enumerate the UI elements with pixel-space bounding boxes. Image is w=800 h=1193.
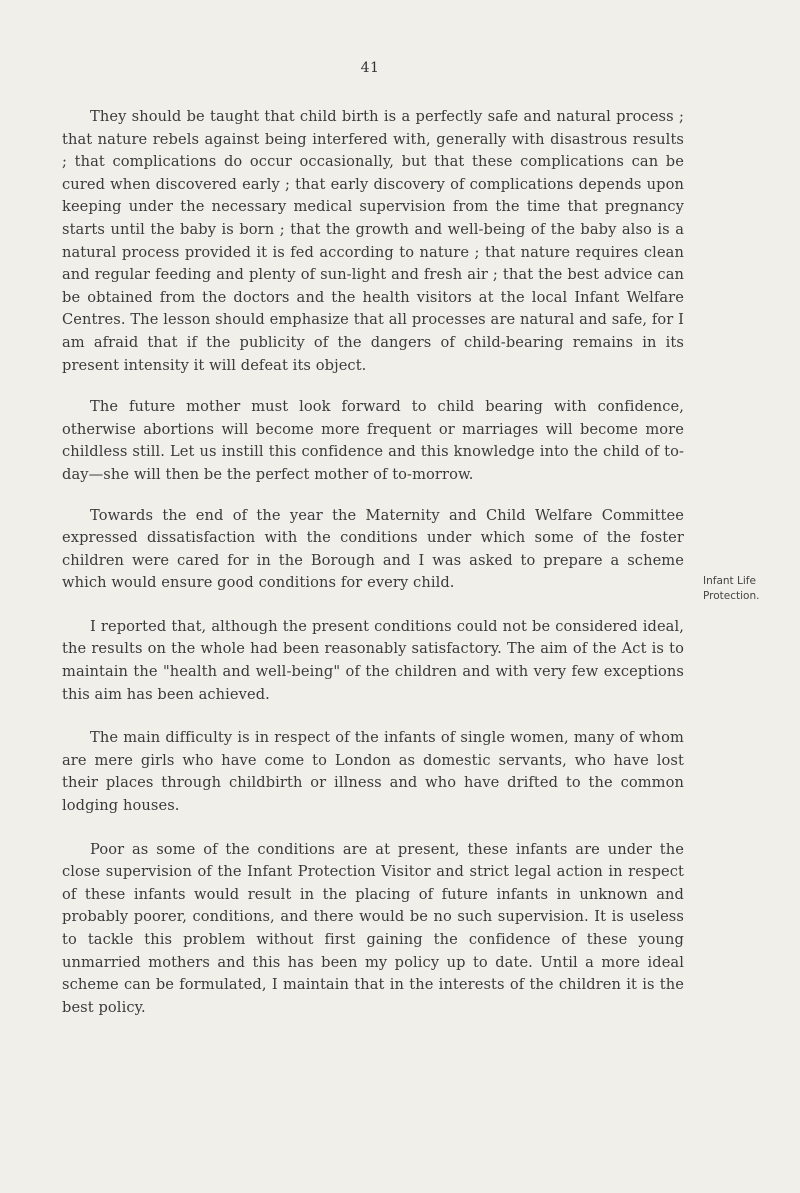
paragraph-report-results: I reported that, although the present conditions could not be considered ideal, the results on the whole had been reasonably satisfactory. The aim of the Act is to maintain the "health and well-being" of the children and with very few exceptions this aim has been achieved. (62, 617, 684, 703)
body-text (62, 106, 684, 1019)
paragraph-foster-children-committee: Towards the end of the year the Maternity and Child Welfare Committee expressed dissatisfaction with the conditions under which some of the foster children were cared for in the Borough and I was asked to prepare a scheme which would ensure good conditions for every child. (62, 506, 684, 592)
margin-note-line-1: Infant Life (703, 575, 756, 587)
margin-note-infant-life-protection (703, 574, 793, 604)
paragraph-supervision-policy: Poor as some of the conditions are at present, these infants are under the close supervision of the Infant Protection Visitor and strict legal action in respect of these infants would result in the placing of future infants in unknown and probably poorer, conditions, and there would be no such supervision. It is useless to tackle this problem without first gaining the confidence of these young unmarried mothers and this has been my policy up to date. Until a more ideal scheme can be formulated, I maintain that in the interests of the children it is the best policy. (62, 840, 684, 1016)
margin-note-line-2: Protection. (703, 590, 760, 602)
page-number: 41 (360, 60, 380, 76)
paragraph-main-difficulty: The main difficulty is in respect of the infants of single women, many of whom are mere girls who have come to London as domestic servants, who have lost their places through childbirth or illness and who have drifted to the common lodging houses. (62, 729, 684, 815)
paragraph-future-mother: The future mother must look forward to child bearing with confidence, otherwise abortions will become more frequent or marriages will become more childless still. Let us instill this confidence and this knowledge into the child of to-day—she will then be the perfect mother of to-morrow. (62, 398, 684, 483)
paragraph-child-birth-lesson: They should be taught that child birth is a perfectly safe and natural process ; that nature rebels against being interfered with, generally with disastrous results ; that complications do occur occasionally, but that these complications can be cured when discovered early ; that early discovery of complications depends upon keeping under the necessary medical supervision from the time that pregnancy starts until the baby is born ; that the growth and well-being of the baby also is a natural process provided it is fed according to nature ; that nature requires clean and regular feeding and plenty of sun-light and fresh air ; that the best advice can be obtained from the doctors and the health visitors at the local Infant Welfare Centres. The lesson should emphasize that all processes are natural and safe, for I am afraid that if the publicity of the dangers of child-bearing remains in its present intensity it will defeat its object. (62, 108, 684, 374)
